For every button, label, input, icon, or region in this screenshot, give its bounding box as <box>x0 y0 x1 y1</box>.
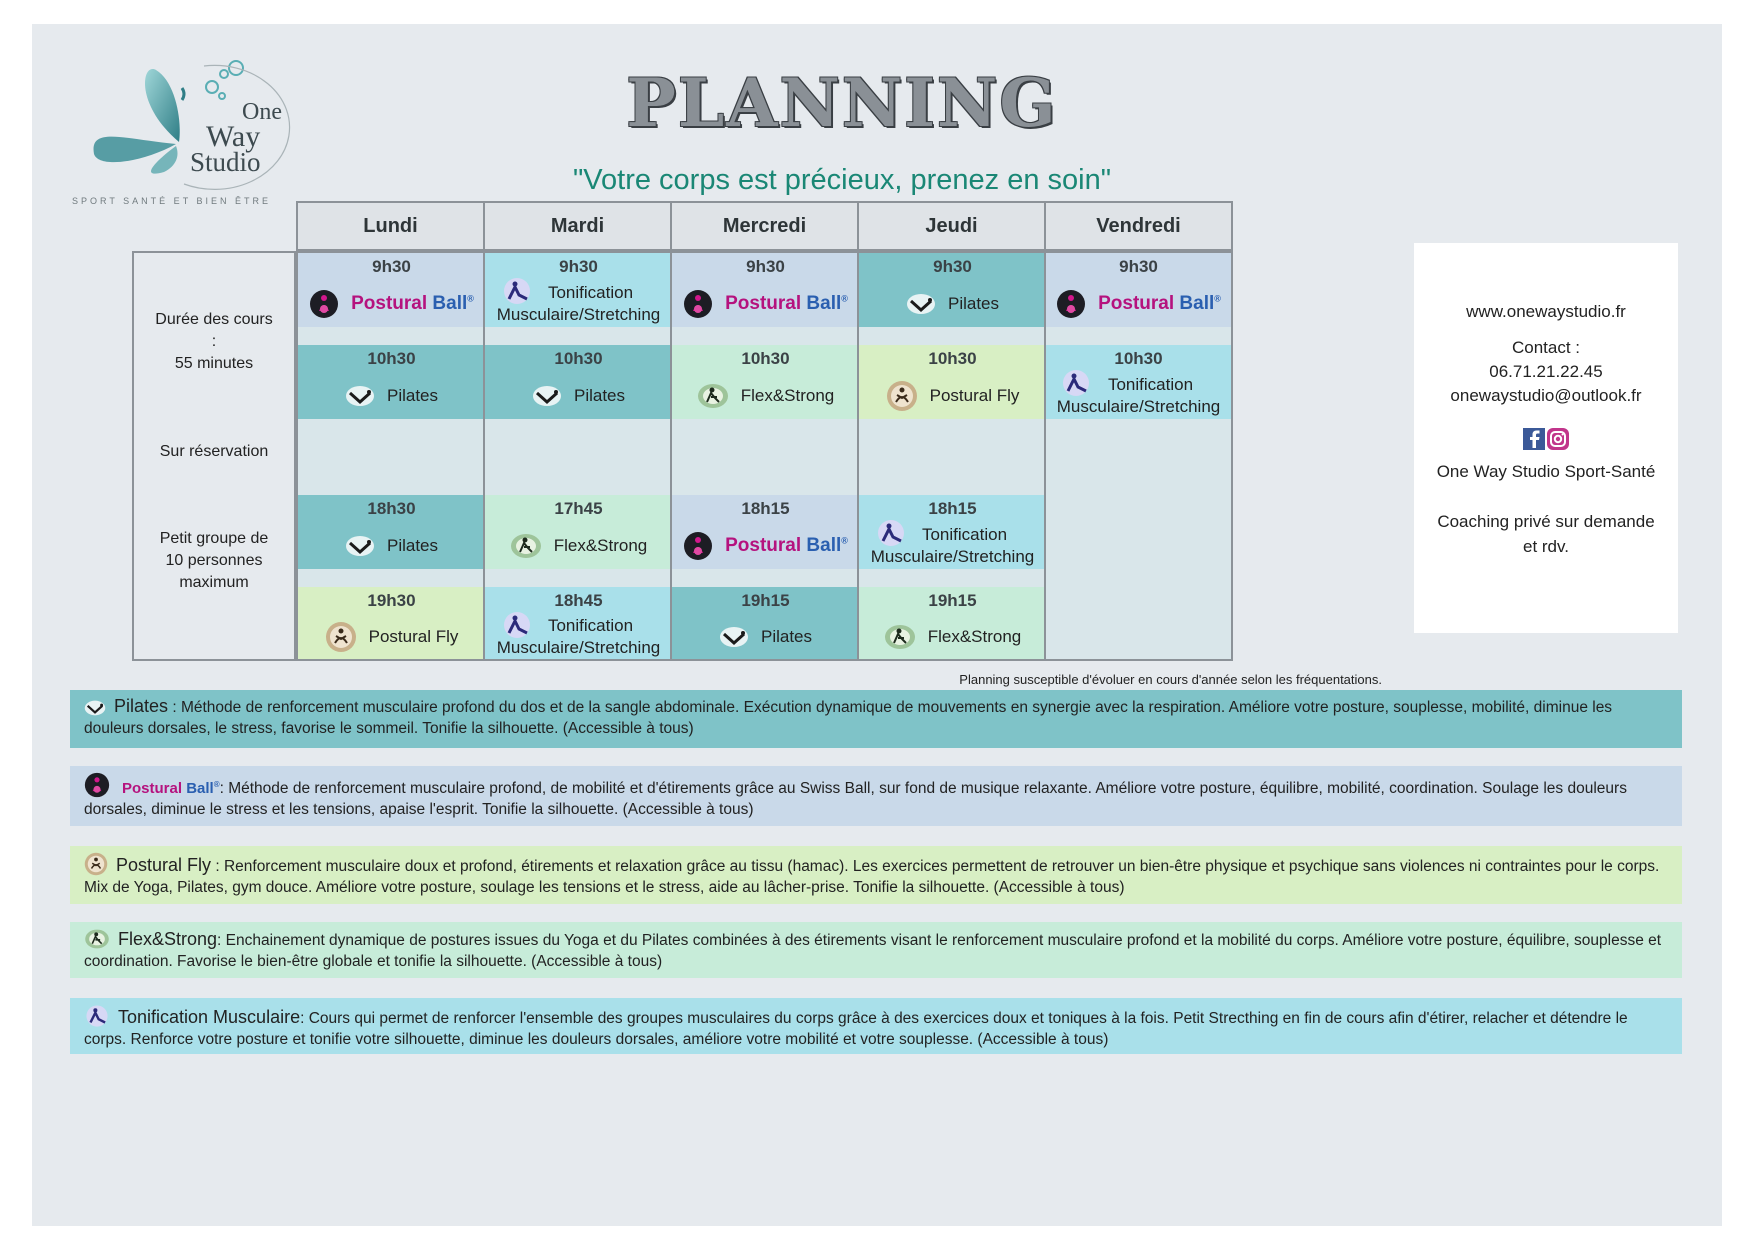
grid-divider <box>1044 253 1046 659</box>
grid-divider <box>857 253 859 659</box>
schedule-note: Planning susceptible d'évoluer en cours d'année selon les fréquentations. <box>959 672 1382 687</box>
pilates-icon <box>84 699 106 717</box>
slot-class <box>298 281 485 327</box>
day-header-mardi: Mardi <box>483 201 672 251</box>
tonification-icon <box>875 519 907 547</box>
description-pilates: Pilates : Méthode de renforcement musculaire profond du dos et de la sangle abdominale. Exécution dynamique de mouvements en synergie avec la respiration. Améliore votre posture, souplesse, mobilité, diminue les douleurs dorsales, le stress, favorise le sommeil. Tonifie la silhouette. (Accessible à tous) <box>70 690 1682 748</box>
slot-time: 10h30 <box>741 349 790 368</box>
slot-time: 9h30 <box>933 257 972 276</box>
slot-mardi-1 <box>485 253 672 327</box>
slot-class <box>672 523 859 569</box>
tonification-icon <box>84 1004 110 1028</box>
page-title: PLANNING <box>626 64 1058 142</box>
slot-jeudi-2 <box>859 345 1046 419</box>
duration-value: 55 minutes <box>174 355 254 372</box>
flex-strong-icon <box>84 928 110 950</box>
day-header-mercredi: Mercredi <box>670 201 859 251</box>
slot-time: 19h15 <box>741 591 790 610</box>
grid-divider <box>670 253 672 659</box>
slot-class: Postural Fly <box>859 373 1046 419</box>
slot-time: 9h30 <box>746 257 785 276</box>
slot-mardi-4 <box>485 587 672 659</box>
postural-ball-label: Postural Ball® <box>725 293 848 314</box>
slot-time: 10h30 <box>554 349 603 368</box>
slot-time: 18h45 <box>554 591 603 610</box>
coaching-line-1: Coaching privé sur demande <box>1437 512 1655 531</box>
description-flex-strong: Flex&Strong: Enchainement dynamique de postures issues du Yoga et du Pilates combinées à des étirements visant le renforcement musculaire profond et la mobilité du corps. Améliore votre posture, équilibre, souplesse et coordination. Favorise le bien-être globale et tonifie la silhouette. (Accessible à tous) <box>70 922 1682 978</box>
slot-time: 19h15 <box>928 591 977 610</box>
description-postural-ball: Postural Ball®: Méthode de renforcement musculaire profond, de mobilité et d'étirements grâce au Swiss Ball, sur fond de musique relaxante. Améliore votre posture, équilibre, mobilité, coordination. Soulage les douleurs dorsales, diminue le stress et les tensions, apaise l'esprit. Tonifie la silhouette. (Accessible à tous) <box>70 766 1682 826</box>
slot-time: 10h30 <box>367 349 416 368</box>
postural-fly-icon <box>325 621 357 653</box>
pilates-icon <box>906 293 936 315</box>
slot-class: Flex&Strong <box>672 373 859 419</box>
info-column <box>132 251 296 661</box>
page-subtitle: "Votre corps est précieux, prenez en soin" <box>572 164 1112 196</box>
slot-jeudi-4 <box>859 587 1046 659</box>
email-link[interactable]: onewaystudio@outlook.fr <box>1450 386 1642 405</box>
duration-colon: : <box>211 333 217 350</box>
logo-tagline: SPORT SANTÉ ET BIEN ÊTRE <box>72 196 272 206</box>
facebook-instagram-icon[interactable] <box>1523 427 1569 451</box>
postural-ball-label: Postural Ball® <box>122 780 220 797</box>
slot-time: 9h30 <box>559 257 598 276</box>
slot-vendredi-2 <box>1046 345 1231 419</box>
slot-vendredi-1 <box>1046 253 1231 327</box>
slot-class: Pilates <box>485 373 672 419</box>
postural-fly-icon <box>84 852 108 876</box>
slot-class: Tonification Musculaire/Stretching <box>859 523 1046 569</box>
tonification-icon <box>501 611 533 639</box>
slot-class: Flex&Strong <box>485 523 672 569</box>
slot-class: Pilates <box>298 373 485 419</box>
day-header-jeudi: Jeudi <box>857 201 1046 251</box>
postural-ball-icon <box>683 531 713 561</box>
slot-mercredi-1 <box>672 253 859 327</box>
slot-class: Tonification Musculaire/Stretching <box>485 281 672 327</box>
slot-time: 17h45 <box>554 499 603 518</box>
social-name: One Way Studio Sport-Santé <box>1436 462 1656 481</box>
description-postural-fly: Postural Fly : Renforcement musculaire doux et profond, étirements et relaxation grâce au tissu (hamac). Les exercices permettent de retrouver un bien-être physique et psychique sans violences ni contraintes pour le corps. Mix de Yoga, Pilates, gym douce. Améliore votre posture, soulage les tensions et le stress, aide au lâcher-prise. Tonifie la silhouette. (Accessible à tous) <box>70 846 1682 904</box>
slot-time: 18h15 <box>741 499 790 518</box>
group-line-1: Petit groupe de <box>159 530 269 547</box>
slot-time: 18h30 <box>367 499 416 518</box>
description-tonification: Tonification Musculaire: Cours qui permet de renforcer l'ensemble des groupes musculaires du corps grâce à des exercices doux et toniques à la fois. Petit Strecthing en fin de cours afin d'étirer, relacher et détendre le corps. Renforce votre posture et tonifie votre silhouette, diminue les douleurs dorsales, améliore votre mobilité et votre souplesse. (Accessible à tous) <box>70 998 1682 1054</box>
pilates-icon <box>345 535 375 557</box>
postural-fly-icon <box>886 380 918 412</box>
slot-class: Pilates <box>859 281 1046 327</box>
logo-line-one: One <box>242 99 282 125</box>
slot-time: 10h30 <box>1114 349 1163 368</box>
slot-time: 9h30 <box>372 257 411 276</box>
slot-class: Postural Fly <box>298 615 485 659</box>
pilates-icon <box>345 385 375 407</box>
slot-mardi-2 <box>485 345 672 419</box>
flex-strong-icon <box>510 532 542 560</box>
postural-ball-icon <box>309 289 339 319</box>
slot-mercredi-2 <box>672 345 859 419</box>
contact-label: Contact : <box>1511 338 1581 357</box>
slot-class: Flex&Strong <box>859 615 1046 659</box>
flex-strong-icon <box>884 623 916 651</box>
slot-lundi-4 <box>298 587 485 659</box>
postural-ball-icon <box>84 772 110 798</box>
contact-box <box>1414 243 1678 633</box>
postural-ball-label: Postural Ball® <box>351 293 474 314</box>
slot-lundi-2 <box>298 345 485 419</box>
slot-class: Tonification Musculaire/Stretching <box>485 615 672 659</box>
slot-mercredi-3 <box>672 495 859 569</box>
postural-ball-icon <box>683 289 713 319</box>
pilates-icon <box>532 385 562 407</box>
postural-ball-icon <box>1056 289 1086 319</box>
coaching-line-2: et rdv. <box>1523 537 1569 556</box>
flex-strong-icon <box>697 382 729 410</box>
social-icons <box>1414 427 1678 453</box>
day-header-vendredi: Vendredi <box>1044 201 1233 251</box>
phone-number[interactable]: 06.71.21.22.45 <box>1489 362 1603 381</box>
planning-page <box>32 24 1722 1226</box>
postural-ball-label: Postural Ball® <box>725 535 848 556</box>
slot-class: Tonification Musculaire/Stretching <box>1046 373 1231 419</box>
postural-ball-label: Postural Ball® <box>1098 293 1221 314</box>
slot-time: 18h15 <box>928 499 977 518</box>
slot-jeudi-1 <box>859 253 1046 327</box>
slot-mardi-3 <box>485 495 672 569</box>
grid-divider <box>483 253 485 659</box>
one-way-studio-logo <box>64 44 309 209</box>
website-link[interactable]: www.onewaystudio.fr <box>1466 302 1626 321</box>
tonification-icon <box>1060 369 1092 397</box>
slot-time: 9h30 <box>1119 257 1158 276</box>
group-line-2: 10 personnes <box>165 552 263 569</box>
slot-lundi-3 <box>298 495 485 569</box>
slot-class: Pilates <box>298 523 485 569</box>
slot-lundi-1 <box>298 253 485 327</box>
schedule-grid <box>296 251 1233 661</box>
logo-line-way: Way <box>206 120 261 153</box>
duration-label: Durée des cours <box>155 311 273 328</box>
day-header-lundi: Lundi <box>296 201 485 251</box>
slot-class: Pilates <box>672 615 859 659</box>
slot-mercredi-4 <box>672 587 859 659</box>
logo-line-studio: Studio <box>190 147 261 177</box>
group-line-3: maximum <box>179 574 249 591</box>
reservation-note: Sur réservation <box>159 443 269 460</box>
slot-class <box>672 281 859 327</box>
pilates-icon <box>719 626 749 648</box>
slot-jeudi-3 <box>859 495 1046 569</box>
slot-time: 10h30 <box>928 349 977 368</box>
tonification-icon <box>501 277 533 305</box>
slot-class <box>1046 281 1231 327</box>
slot-time: 19h30 <box>367 591 416 610</box>
